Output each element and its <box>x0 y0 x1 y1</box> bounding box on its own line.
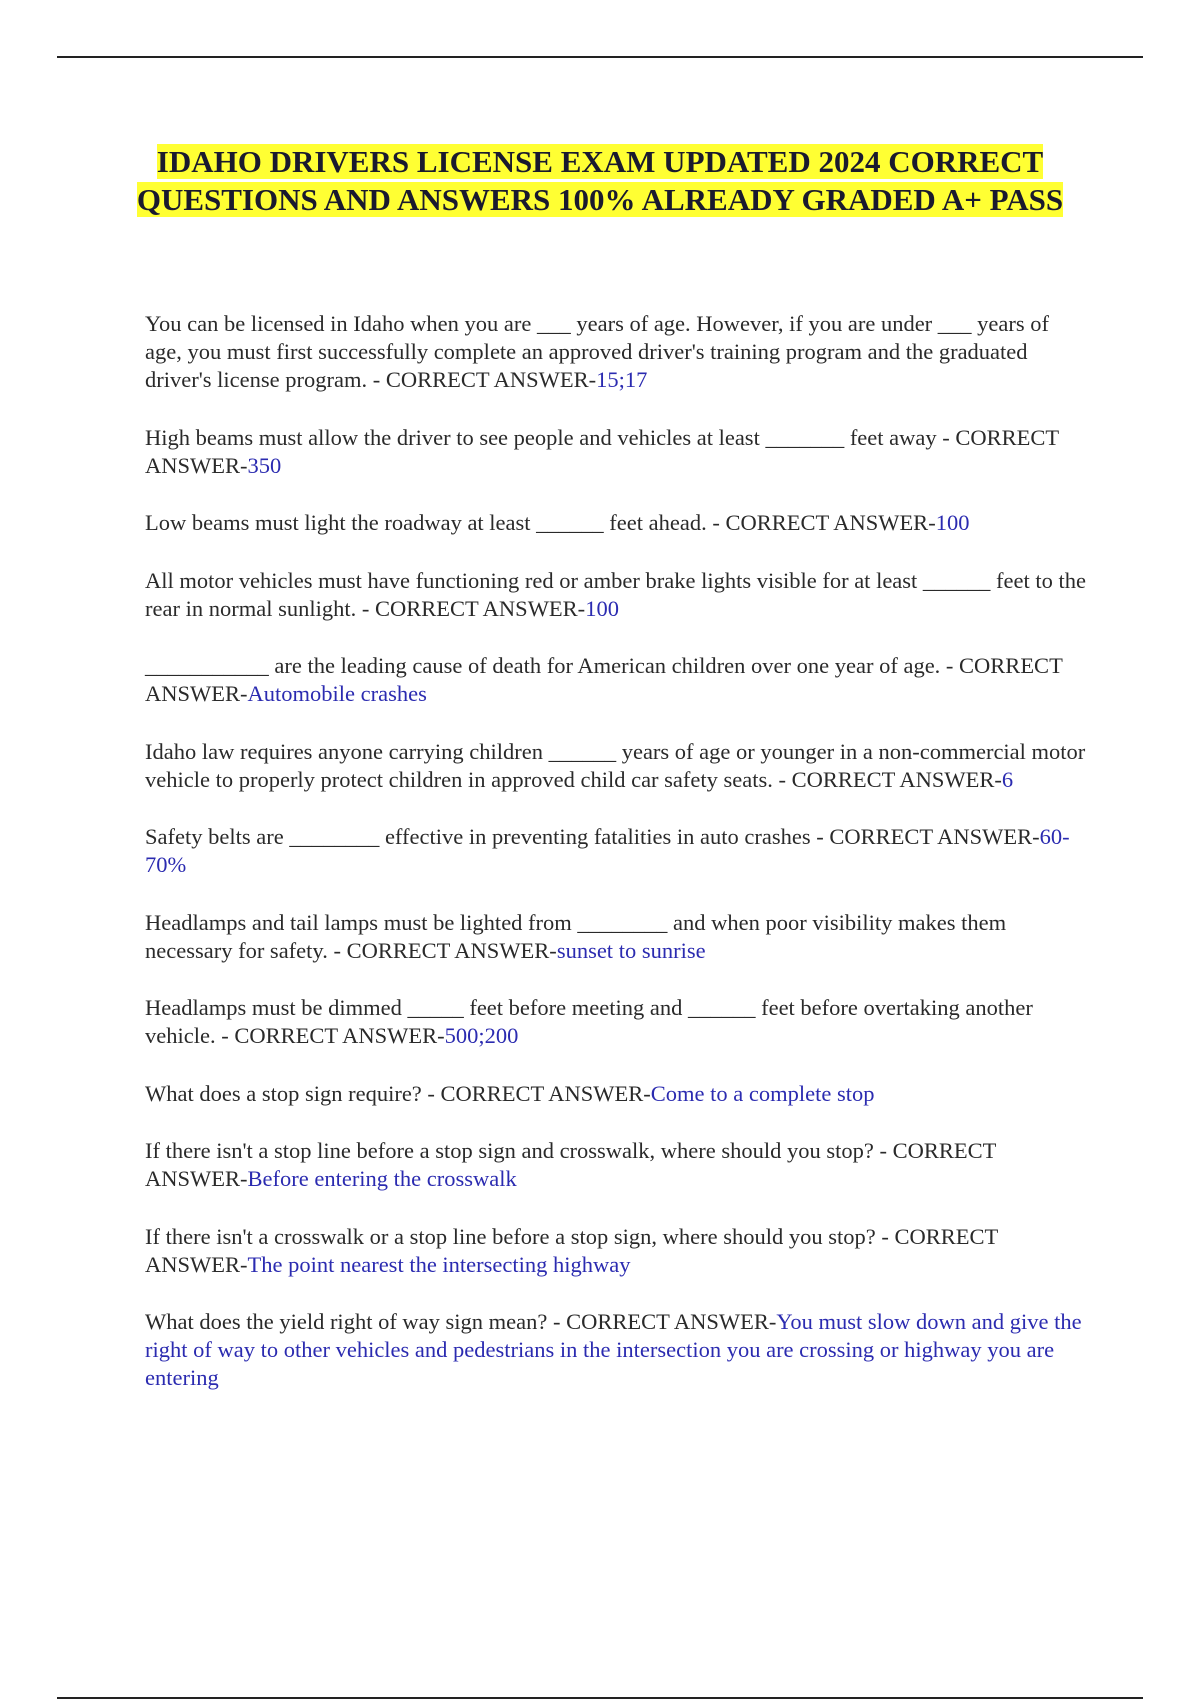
answer-text: sunset to sunrise <box>556 937 706 963</box>
question-text: What does a stop sign require? - CORRECT ANSWER- <box>145 1080 651 1106</box>
qa-list <box>145 310 1090 1422</box>
bottom-rule <box>57 1697 1143 1699</box>
question-text: Headlamps must be dimmed _____ feet before meeting and ______ feet before overtaking another vehicle. - CORRECT ANSWER- <box>145 995 1033 1048</box>
qa-item <box>145 1223 1090 1279</box>
answer-text: You must slow down and give the right of way to other vehicles and pedestrians in the intersection you are crossing or highway you are entering <box>145 1309 1082 1390</box>
question-text: Low beams must light the roadway at least ______ feet ahead. - CORRECT ANSWER- <box>145 510 936 535</box>
qa-item <box>145 1137 1090 1193</box>
answer-text: Automobile crashes <box>247 681 427 706</box>
question-text: High beams must allow the driver to see people and vehicles at least _______ feet away - CORRECT ANSWER- <box>145 424 1059 478</box>
answer-text: 6 <box>1001 766 1014 792</box>
title-highlight: IDAHO DRIVERS LICENSE EXAM UPDATED 2024 CORRECT QUESTIONS AND ANSWERS 100% ALREADY GRADED A+ PASS <box>136 144 1064 217</box>
qa-item <box>145 994 1090 1050</box>
question-text: If there isn't a stop line before a stop sign and crosswalk, where should you stop? - CORRECT ANSWER- <box>145 1138 996 1191</box>
qa-item <box>145 1080 1090 1108</box>
qa-item <box>145 1308 1090 1392</box>
top-rule <box>57 56 1143 58</box>
question-text: ___________ are the leading cause of death for American children over one year of age. - CORRECT ANSWER- <box>145 653 1063 706</box>
answer-text: The point nearest the intersecting highway <box>247 1251 631 1277</box>
qa-item <box>145 909 1090 965</box>
question-text: If there isn't a crosswalk or a stop line before a stop sign, where should you stop? - CORRECT ANSWER- <box>145 1223 998 1277</box>
qa-item <box>145 823 1090 879</box>
question-text: Idaho law requires anyone carrying children ______ years of age or younger in a non-commercial motor vehicle to properly protect children in approved child car safety seats. - CORRECT ANSWER- <box>145 738 1086 792</box>
qa-item <box>145 738 1090 794</box>
answer-text: 500;200 <box>444 1023 519 1048</box>
question-text: Headlamps and tail lamps must be lighted from ________ and when poor visibility makes them necessary for safety. - CORRECT ANSWER- <box>145 909 1007 963</box>
answer-text: 15;17 <box>596 367 648 392</box>
qa-item <box>145 509 1090 537</box>
answer-text: 60-70% <box>145 824 1070 877</box>
answer-text: 100 <box>935 510 970 535</box>
question-text: What does the yield right of way sign mean? - CORRECT ANSWER- <box>145 1309 777 1334</box>
qa-item <box>145 567 1090 623</box>
qa-item <box>145 652 1090 708</box>
answer-text: 100 <box>585 595 619 621</box>
answer-text: 350 <box>247 452 282 478</box>
document-title <box>130 143 1070 219</box>
answer-text: Before entering the crosswalk <box>247 1166 517 1191</box>
question-text: You can be licensed in Idaho when you are ___ years of age. However, if you are under ___ years of age, you must first successfully complete an approved driver's training program and the graduated driver's license program. - CORRECT ANSWER- <box>145 311 1050 392</box>
qa-item <box>145 424 1090 480</box>
question-text: Safety belts are ________ effective in preventing fatalities in auto crashes - CORRECT ANSWER- <box>145 824 1040 849</box>
question-text: All motor vehicles must have functioning red or amber brake lights visible for at least ______ feet to the rear in normal sunlight. - CORRECT ANSWER- <box>145 567 1087 621</box>
qa-item <box>145 310 1090 394</box>
answer-text: Come to a complete stop <box>650 1080 875 1106</box>
